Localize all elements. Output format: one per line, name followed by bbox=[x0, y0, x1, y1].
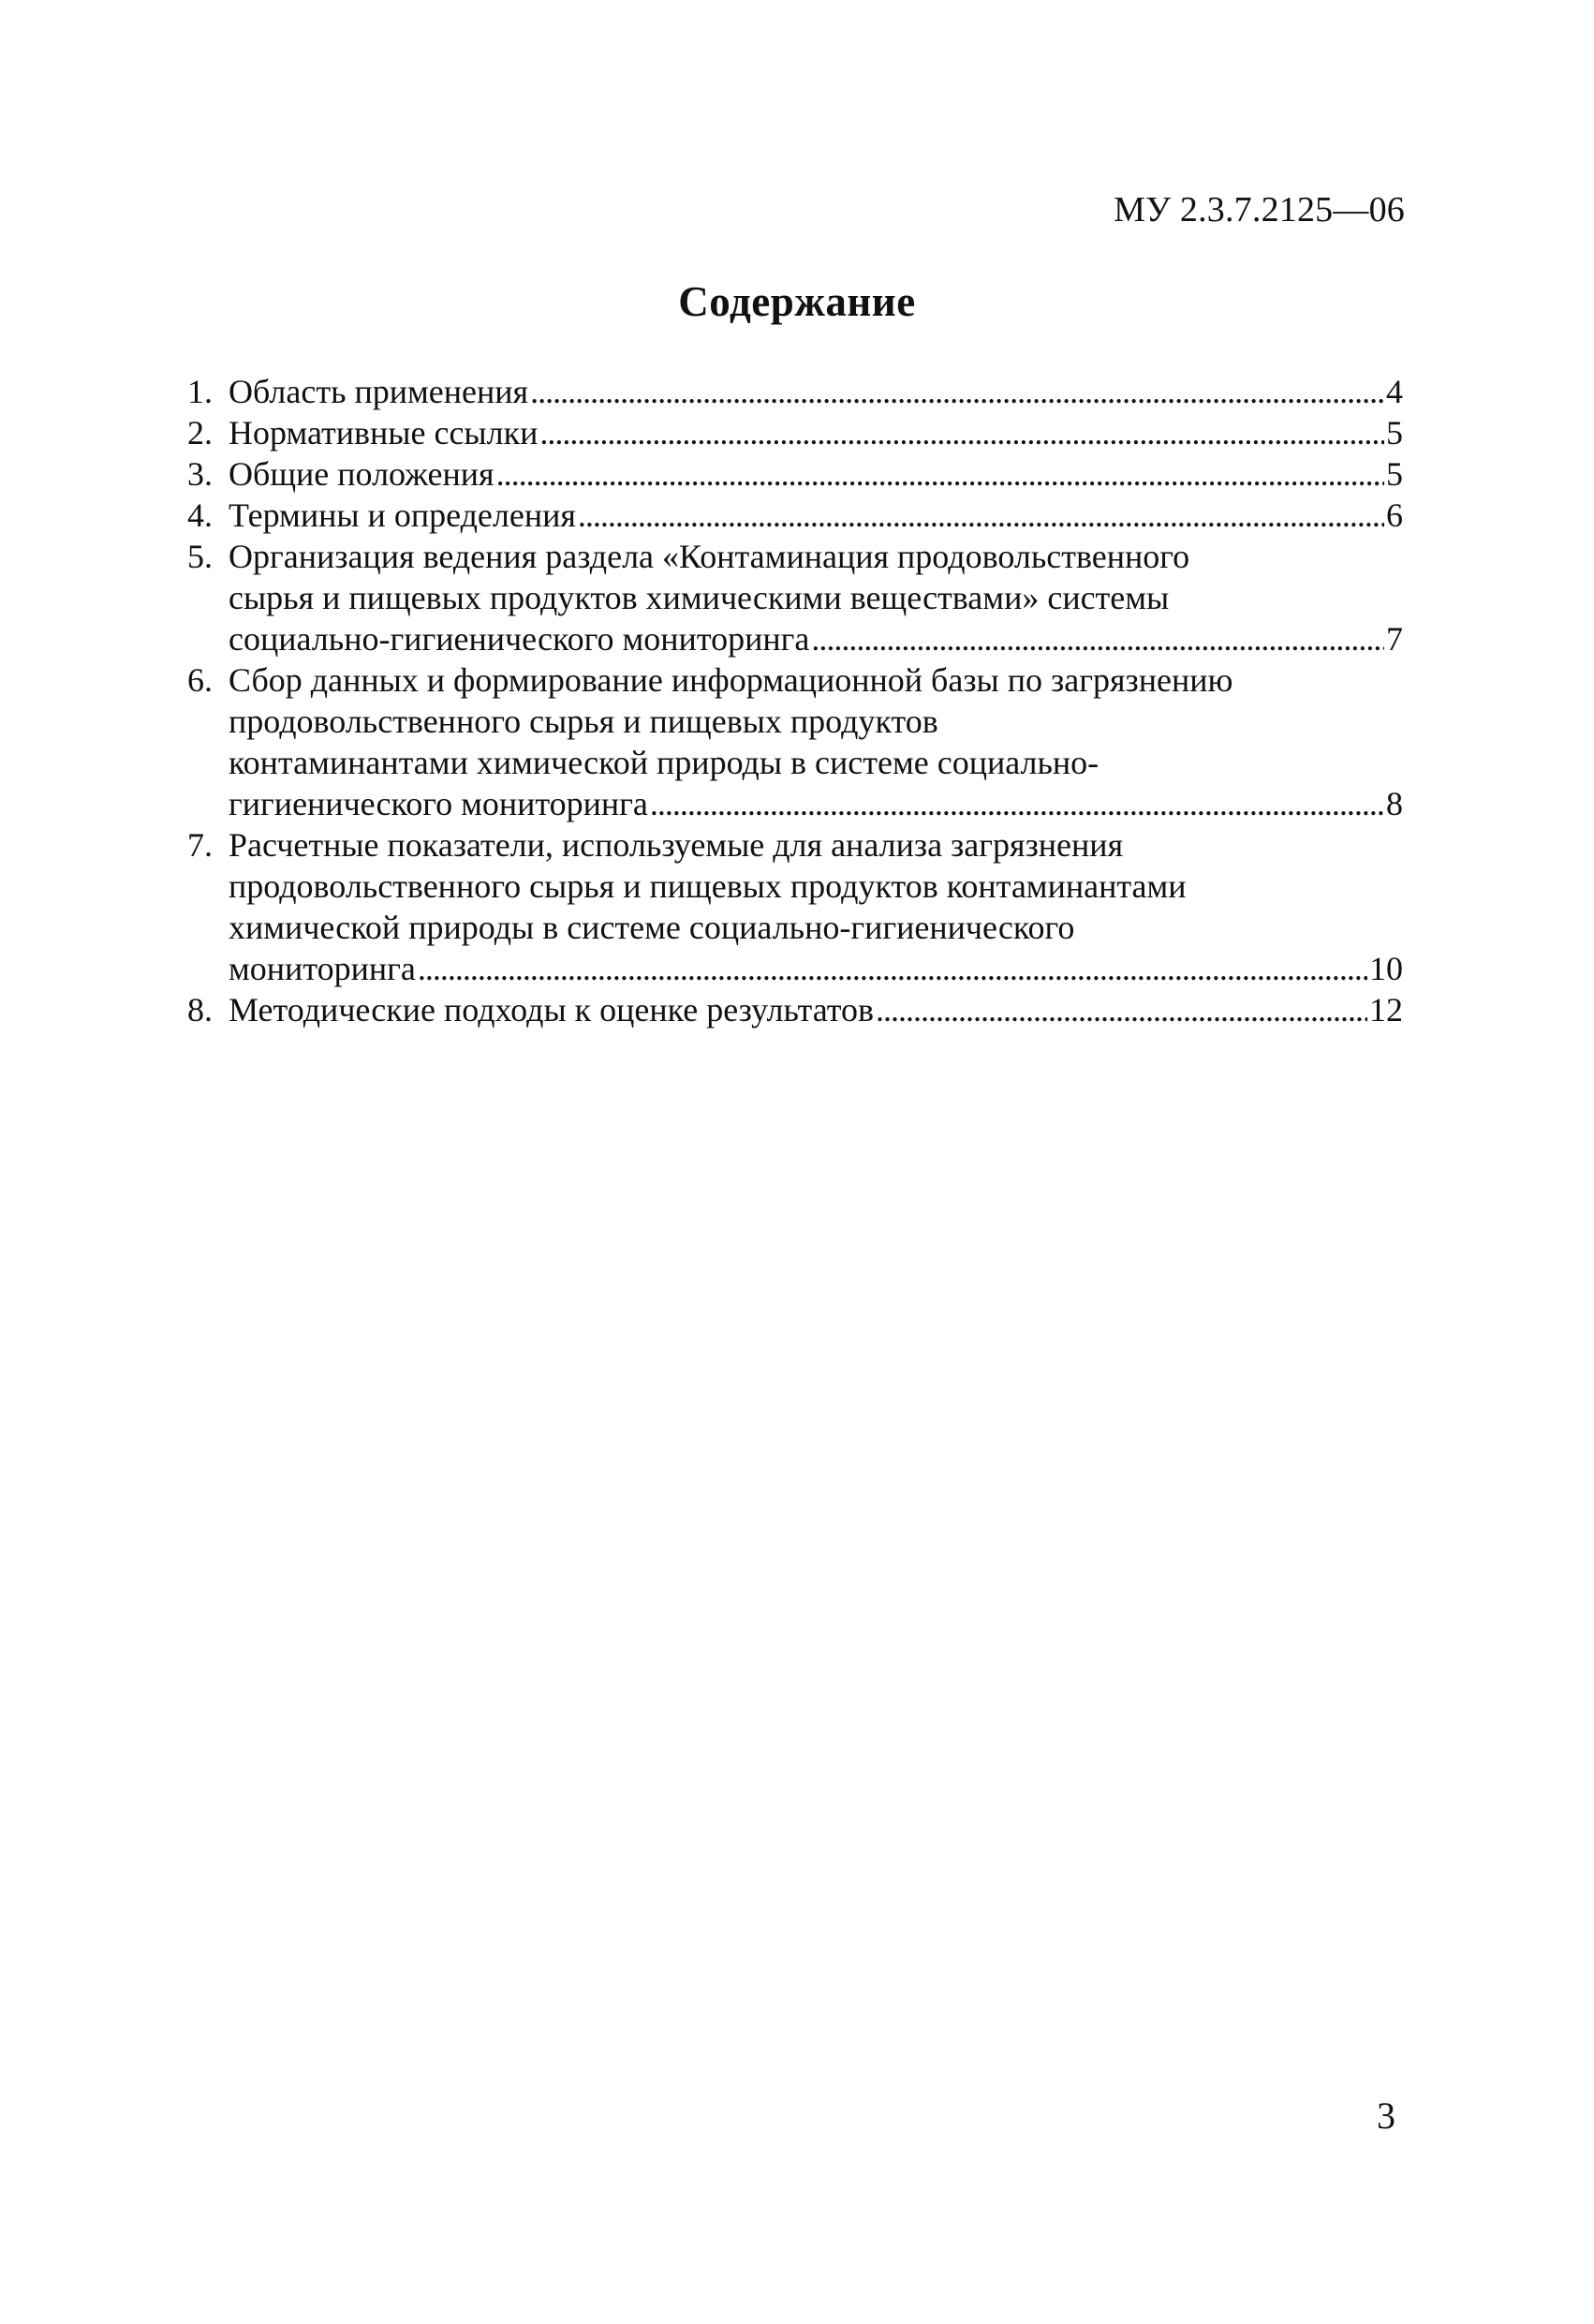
toc-entry[interactable] bbox=[187, 495, 1403, 536]
toc-entry-title-line: Сбор данных и формирование информационной базы по загрязнению bbox=[229, 661, 1233, 699]
toc-entry-title: Общие положения bbox=[229, 455, 494, 493]
document-code: МУ 2.3.7.2125—06 bbox=[1114, 190, 1405, 229]
toc-entry-page: 8 bbox=[1386, 785, 1403, 822]
toc-entry-page: 5 bbox=[1386, 414, 1403, 451]
toc-entry-page: 4 bbox=[1386, 373, 1403, 410]
toc-entry-title: Термины и определения bbox=[229, 496, 576, 534]
toc-entry[interactable] bbox=[187, 824, 1403, 989]
toc-entry-title: Область применения bbox=[229, 373, 529, 410]
toc-entry-title-line: Расчетные показатели, используемые для анализа загрязнения bbox=[229, 826, 1124, 864]
toc-entry-title-line: продовольственного сырья и пищевых продуктов bbox=[229, 703, 938, 740]
toc-entry-title: Нормативные ссылки bbox=[229, 414, 539, 451]
toc-entry-title: Методические подходы к оценке результатов bbox=[229, 991, 875, 1029]
toc-entry[interactable] bbox=[187, 659, 1403, 824]
table-of-contents bbox=[187, 371, 1403, 1030]
toc-entry[interactable] bbox=[187, 453, 1403, 495]
toc-entry-title-line: химической природы в системе социально-гигиенического bbox=[229, 909, 1075, 946]
toc-entry-number: 5. bbox=[187, 538, 213, 575]
dot-leader bbox=[418, 948, 1367, 989]
toc-entry-title-line: контаминантами химической природы в системе социально- bbox=[229, 744, 1100, 781]
toc-entry-number: 2. bbox=[187, 414, 213, 451]
toc-entry-title-line: сырья и пищевых продуктов химическими веществами» системы bbox=[229, 579, 1170, 616]
dot-leader bbox=[578, 495, 1384, 536]
toc-entry-title-line: мониторинга bbox=[229, 950, 416, 987]
toc-entry-title-line: продовольственного сырья и пищевых продуктов контаминантами bbox=[229, 867, 1187, 905]
toc-entry-title-line: Организация ведения раздела «Контаминация продовольственного bbox=[229, 538, 1190, 575]
dot-leader bbox=[811, 618, 1384, 659]
toc-entry-page: 6 bbox=[1386, 496, 1403, 534]
toc-entry-number: 1. bbox=[187, 373, 213, 410]
toc-entry-title-line: гигиенического мониторинга bbox=[229, 785, 648, 822]
toc-entry-page: 10 bbox=[1369, 950, 1403, 987]
toc-entry-number: 8. bbox=[187, 991, 213, 1029]
dot-leader bbox=[539, 412, 1384, 453]
dot-leader bbox=[530, 371, 1384, 412]
dot-leader bbox=[650, 783, 1384, 824]
toc-entry[interactable] bbox=[187, 989, 1403, 1030]
toc-entry[interactable] bbox=[187, 536, 1403, 659]
toc-entry[interactable] bbox=[187, 412, 1403, 453]
toc-entry-page: 12 bbox=[1369, 991, 1403, 1029]
toc-entry-title-line: социально-гигиенического мониторинга bbox=[229, 620, 810, 658]
toc-entry-page: 5 bbox=[1386, 455, 1403, 493]
toc-entry-number: 7. bbox=[187, 826, 213, 864]
toc-entry[interactable] bbox=[187, 371, 1403, 412]
toc-entry-number: 3. bbox=[187, 455, 213, 493]
toc-heading: Содержание bbox=[678, 278, 916, 325]
toc-entry-number: 4. bbox=[187, 496, 213, 534]
toc-entry-number: 6. bbox=[187, 661, 213, 699]
dot-leader bbox=[496, 453, 1384, 495]
page-number: 3 bbox=[1377, 2095, 1395, 2137]
dot-leader bbox=[876, 989, 1367, 1030]
toc-entry-page: 7 bbox=[1386, 620, 1403, 658]
